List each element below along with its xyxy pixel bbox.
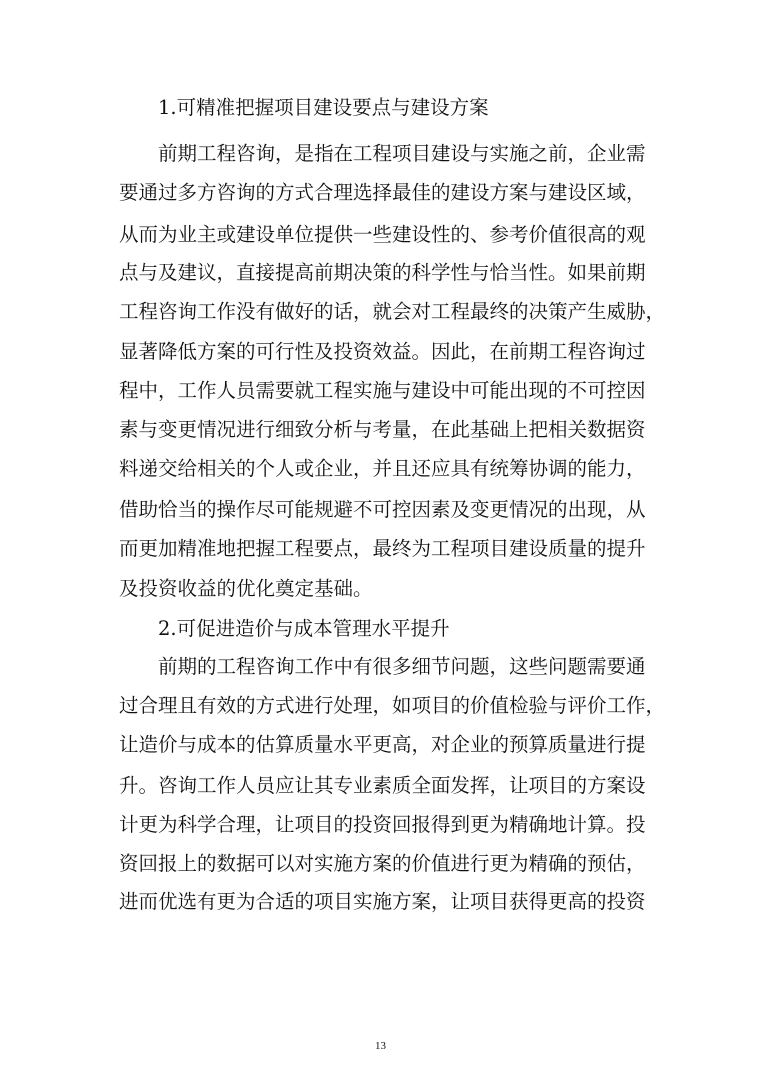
paragraph-line: 工程咨询工作没有做好的话，就会对工程最终的决策产生威胁， — [119, 300, 666, 323]
section-heading-1: 1.可精准把握项目建设要点与建设方案 — [158, 96, 489, 119]
paragraph-line: 升。咨询工作人员应让其专业素质全面发挥，让项目的方案设 — [119, 774, 646, 797]
paragraph-line: 及投资收益的优化奠定基础。 — [119, 577, 373, 600]
paragraph-line: 料递交给相关的个人或企业，并且还应具有统筹协调的能力， — [119, 457, 646, 480]
paragraph-line: 借助恰当的操作尽可能规避不可控因素及变更情况的出现，从 — [119, 498, 646, 521]
paragraph-line: 程中，工作人员需要就工程实施与建设中可能出现的不可控因 — [119, 379, 646, 402]
paragraph-line: 要通过多方咨询的方式合理选择最佳的建设方案与建设区域， — [119, 181, 646, 204]
paragraph-line: 进而优选有更为合适的项目实施方案，让项目获得更高的投资 — [119, 890, 646, 913]
section-heading-2: 2.可促进造价与成本管理水平提升 — [158, 617, 450, 640]
paragraph-line: 显著降低方案的可行性及投资效益。因此，在前期工程咨询过 — [119, 340, 646, 363]
paragraph-line: 前期的工程咨询工作中有很多细节问题，这些问题需要通 — [158, 655, 646, 678]
paragraph-line: 前期工程咨询，是指在工程项目建设与实施之前，企业需 — [158, 142, 646, 165]
paragraph-line: 从而为业主或建设单位提供一些建设性的、参考价值很高的观 — [119, 223, 646, 246]
paragraph-line: 资回报上的数据可以对实施方案的价值进行更为精确的预估， — [119, 852, 646, 875]
paragraph-line: 点与及建议，直接提高前期决策的科学性与恰当性。如果前期 — [119, 261, 646, 284]
paragraph-line: 过合理且有效的方式进行处理，如项目的价值检验与评价工作， — [119, 694, 666, 717]
paragraph-line: 而更加精准地把握工程要点，最终为工程项目建设质量的提升 — [119, 537, 646, 560]
paragraph-line: 让造价与成本的估算质量水平更高，对企业的预算质量进行提 — [119, 733, 646, 756]
page-number: 13 — [375, 1040, 386, 1052]
paragraph-line: 计更为科学合理，让项目的投资回报得到更为精确地计算。投 — [119, 813, 646, 836]
paragraph-line: 素与变更情况进行细致分析与考量，在此基础上把相关数据资 — [119, 418, 646, 441]
